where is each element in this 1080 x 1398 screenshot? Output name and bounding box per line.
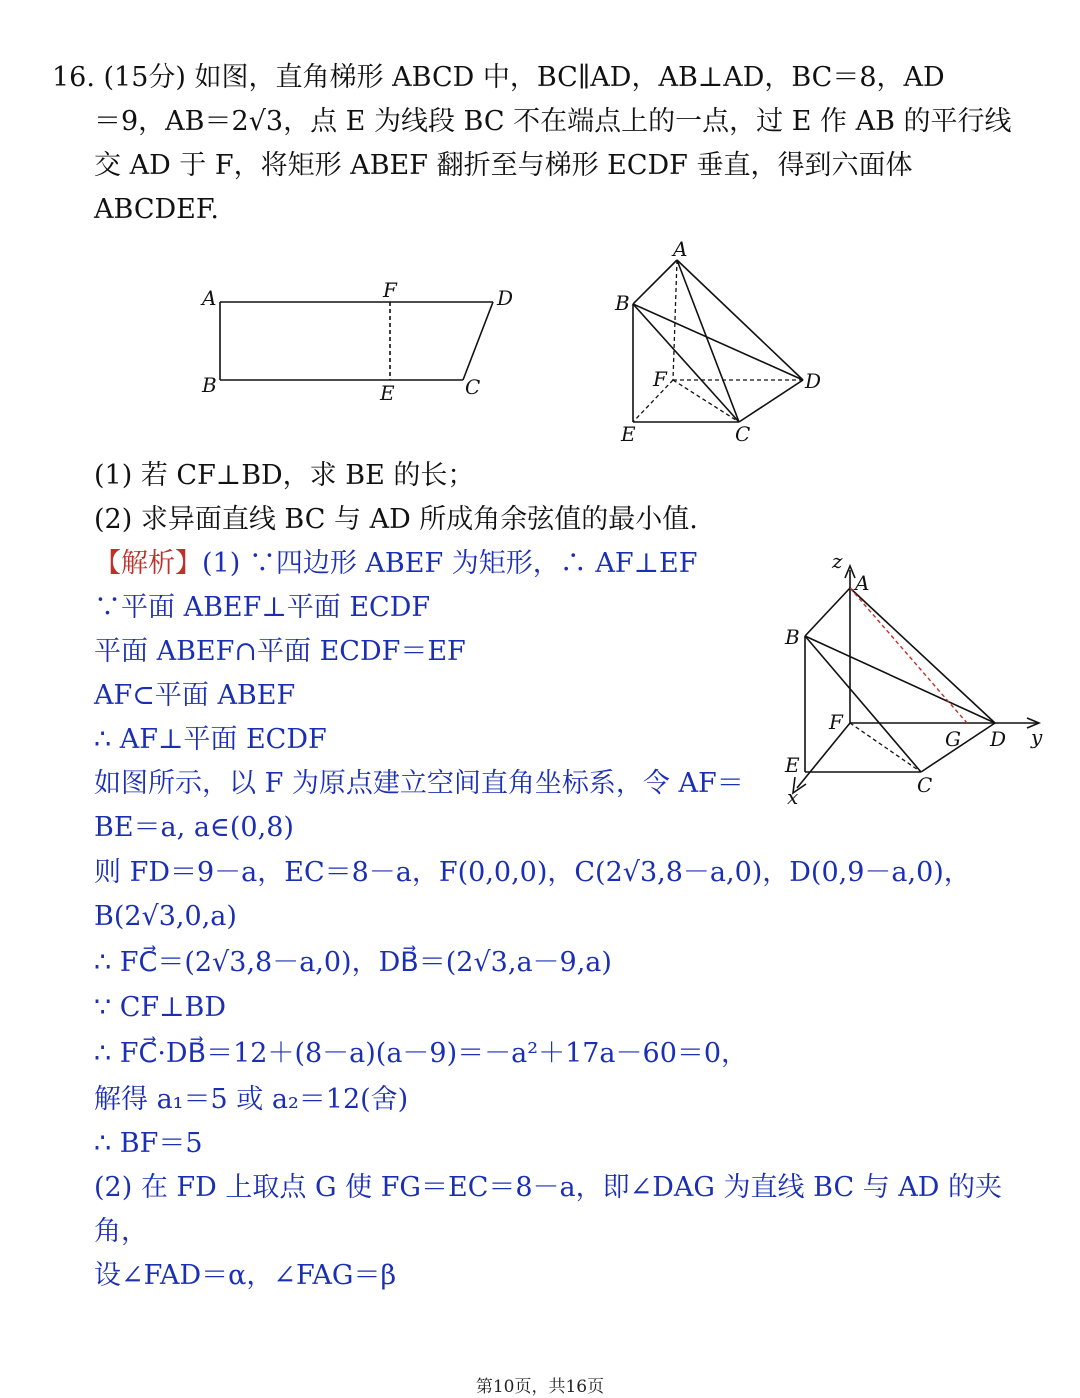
solution-line-13: 解得 a₁＝5 或 a₂＝12(舍) [94, 1084, 409, 1115]
label-f: F [653, 367, 667, 391]
solution-line-2: ∵平面 ABEF⊥平面 ECDF [94, 592, 431, 623]
label-e: E [621, 422, 636, 446]
solution-line-14: ∴ BF＝5 [94, 1128, 203, 1159]
question-1: (1) 若 CF⊥BD，求 BE 的长； [94, 460, 475, 491]
label-f: F [383, 280, 397, 302]
solution-line-6: 如图所示，以 F 为原点建立空间直角坐标系，令 AF＝ [94, 768, 744, 799]
edge-cd [463, 302, 493, 380]
problem-line-3: 交 AD 于 F，将矩形 ABEF 翻折至与梯形 ECDF 垂直，得到六面体 [94, 150, 913, 181]
hexahedron-figure [605, 238, 835, 448]
label-b: B [785, 625, 800, 649]
problem-line-4: ABCDEF. [94, 194, 219, 225]
solution-line-10: ∴ FC⃗＝(2√3,8－a,0)，DB⃗＝(2√3,a－9,a) [94, 947, 612, 978]
label-a: A [202, 286, 217, 310]
page-footer: 第10页，共16页 [475, 1377, 605, 1397]
solution-tag: 【解析】 [94, 548, 202, 579]
solution-line-7: BE＝a, a∈(0,8) [94, 812, 294, 843]
label-a: A [855, 571, 870, 595]
label-d: D [497, 286, 514, 310]
trapezoid-figure [195, 280, 525, 405]
axis-z-label: z [832, 549, 843, 573]
solution-line-8: 则 FD＝9－a，EC＝8－a，F(0,0,0)，C(2√3,8－a,0)，D(0,9－a,0)， [94, 857, 971, 888]
label-f: F [829, 710, 843, 734]
solution-line-4: AF⊂平面 ABEF [94, 680, 296, 711]
solution-line-11: ∵ CF⊥BD [94, 992, 227, 1023]
solution-line-16: 角， [94, 1216, 148, 1247]
problem-line-2: ＝9，AB＝2√3，点 E 为线段 BC 不在端点上的一点，过 E 作 AB 的平行线 [94, 106, 1012, 137]
solution-line-1: 【解析】(1) ∵四边形 ABEF 为矩形，∴ AF⊥EF [94, 548, 698, 579]
solution-line-9: B(2√3,0,a) [94, 901, 237, 932]
axis-y-label: y [1031, 725, 1043, 749]
solution-line-15: (2) 在 FD 上取点 G 使 FG＝EC＝8－a，即∠DAG 为直线 BC 与 AD 的夹 [94, 1172, 1003, 1203]
solution-line-5: ∴ AF⊥平面 ECDF [94, 724, 327, 755]
solution-line-3: 平面 ABEF∩平面 ECDF＝EF [94, 636, 466, 667]
label-g: G [945, 727, 961, 751]
solution-line-12: ∴ FC⃗·DB⃗＝12＋(8－a)(a－9)＝－a²＋17a－60＝0， [94, 1038, 749, 1069]
label-d: D [990, 727, 1007, 751]
label-d: D [805, 369, 822, 393]
problem-line-1: 16. (15分) 如图，直角梯形 ABCD 中，BC∥AD，AB⊥AD，BC＝8，AD [52, 62, 945, 93]
solution-line-17: 设∠FAD＝α，∠FAG＝β [94, 1260, 397, 1291]
label-b: B [615, 291, 630, 315]
label-c: C [465, 375, 481, 399]
coordinate-figure [775, 548, 1050, 810]
label-e: E [380, 381, 395, 405]
label-b: B [202, 373, 217, 397]
label-c: C [917, 773, 933, 797]
axis-x-label: x [787, 785, 799, 809]
label-e: E [785, 753, 800, 777]
question-2: (2) 求异面直线 BC 与 AD 所成角余弦值的最小值. [94, 504, 698, 535]
label-c: C [735, 422, 751, 446]
label-a: A [673, 238, 688, 261]
